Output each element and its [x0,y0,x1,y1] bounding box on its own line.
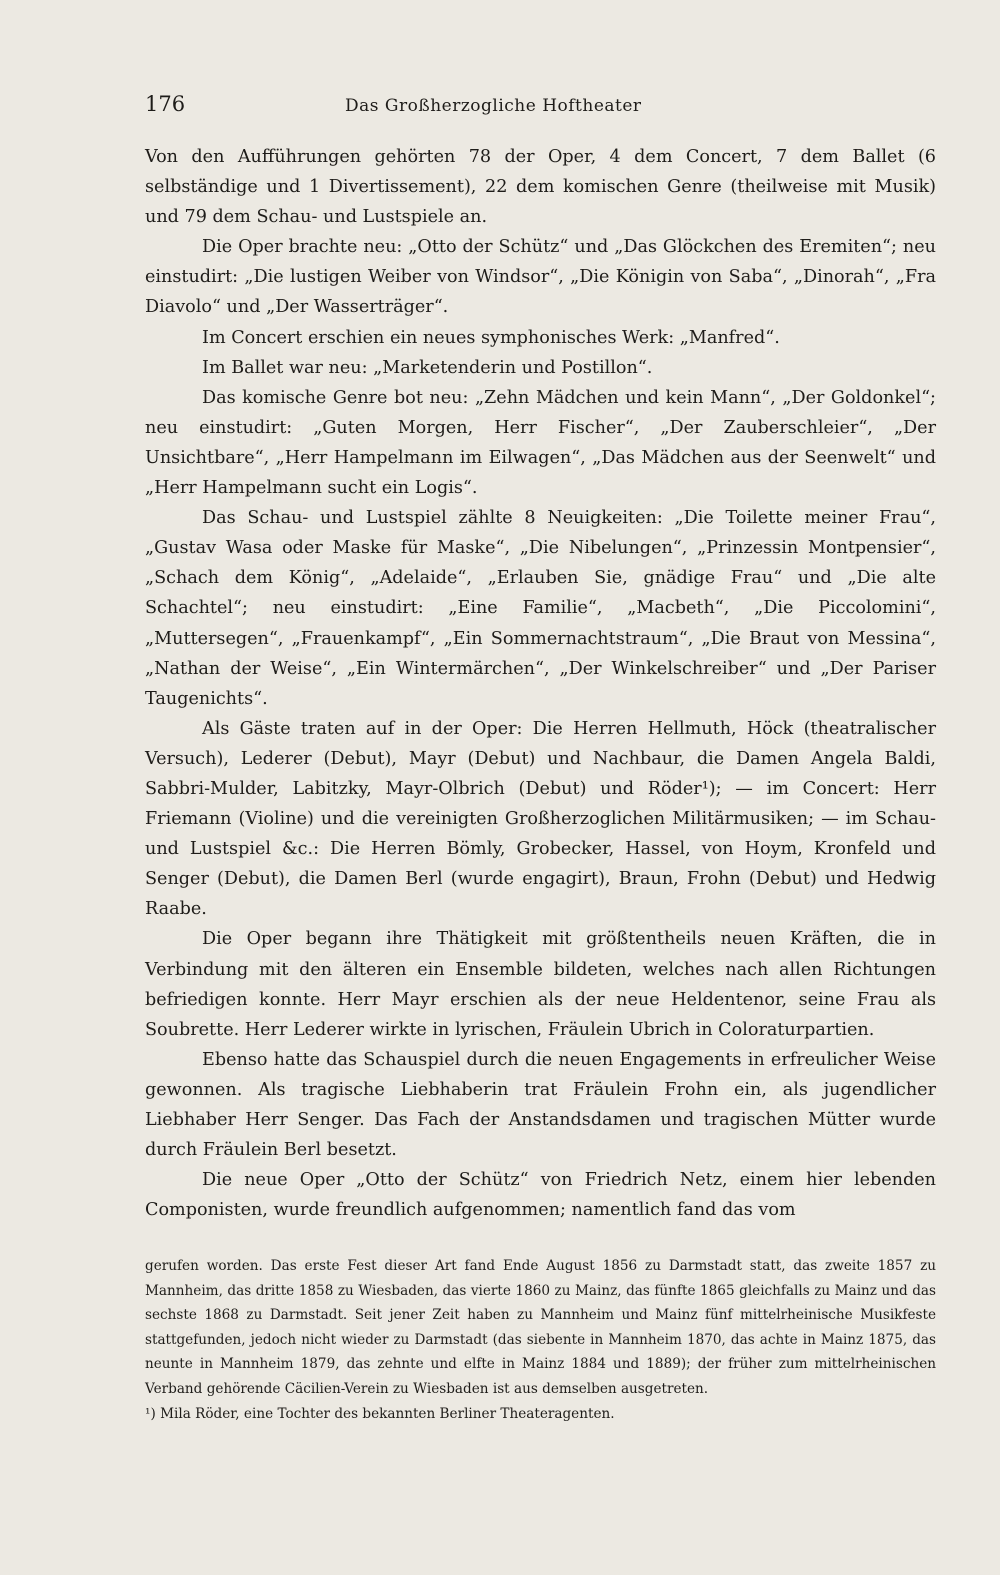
paragraph-ballet: Im Ballet war neu: „Marketenderin und Postillon“. [202,357,653,378]
footnote-continuation: gerufen worden. Das erste Fest dieser Art fand Ende August 1856 zu Darmstadt statt, das zweite 1857 zu Mannheim, das dritte 1858 zu Wiesbaden, das vierte 1860 zu Mainz, das fünfte 1865 gleichfalls zu Mainz und das sechste 1868 zu Darmstadt. Seit jener Zeit haben zu Mannheim und Mainz fünf mittelrheinische Musikfeste stattgefunden, jedoch nicht wieder zu Darmstadt (das siebente in Mannheim 1870, das achte in Mainz 1875, das neunte in Mannheim 1879, das zehnte und elfte in Mainz 1884 und 1889); der früher zum mittelrheinischen Verband gehörende Cäcilien-Verein zu Wiesbaden ist aus demselben ausgetreten. [145,1258,936,1397]
paragraph-opera: Die Oper brachte neu: „Otto der Schütz“ und „Das Glöckchen des Eremiten“; neu einstudirt: „Die lustigen Weiber von Windsor“, „Die Königin von Saba“, „Dinorah“, „Fra Diavolo“ und „Der Wasserträger“. [145,237,936,318]
paragraph-comic-genre: Das komische Genre bot neu: „Zehn Mädchen und kein Mann“, „Der Goldonkel“; neu einstudirt: „Guten Morgen, Herr Fischer“, „Der Zauberschleier“, „Der Unsichtbare“, „Herr Hampelmann im Eilwagen“, „Das Mädchen aus der Seenwelt“ und „Herr Hampelmann sucht ein Logis“. [145,387,936,499]
paragraph-guests: Als Gäste traten auf in der Oper: Die Herren Hellmuth, Höck (theatralischer Versuch), Lederer (Debut), Mayr (Debut) und Nachbaur, die Damen Angela Baldi, Sabbri-Mulder, Labitzky, Mayr-Olbrich (Debut) und Röder¹); — im Concert: Herr Friemann (Violine) und die vereinigten Großherzoglichen Militärmusiken; — im Schau- und Lustspiel &c.: Die Herren Bömly, Grobecker, Hassel, von Hoym, Kronfeld und Senger (Debut), die Damen Berl (wurde engagirt), Braun, Frohn (Debut) und Hedwig Raabe. [145,718,936,920]
paragraph-new-opera: Die neue Oper „Otto der Schütz“ von Friedrich Netz, einem hier lebenden Componisten, wurde freundlich aufgenommen; namentlich fand das vom [145,1170,936,1221]
page-number: 176 [145,92,186,116]
paragraph-performances: Von den Aufführungen gehörten 78 der Oper, 4 dem Concert, 7 dem Ballet (6 selbständige und 1 Divertissement), 22 dem komischen Genre (theilweise mit Musik) und 79 dem Schau- und Lustspiele an. [145,147,936,228]
paragraph-drama: Das Schau- und Lustspiel zählte 8 Neuigkeiten: „Die Toilette meiner Frau“, „Gustav Wasa oder Maske für Maske“, „Die Nibelungen“, „Prinzessin Montpensier“, „Schach dem König“, „Adelaide“, „Erlauben Sie, gnädige Frau“ und „Die alte Schachtel“; neu einstudirt: „Eine Familie“, „Macbeth“, „Die Piccolomini“, „Muttersegen“, „Frauenkampf“, „Ein Sommernachtstraum“, „Die Braut von Messina“, „Nathan der Weise“, „Ein Wintermärchen“, „Der Winkelschreiber“ und „Der Pariser Taugenichts“. [145,508,936,709]
body-text [145,142,936,1225]
footnote-1: ¹) Mila Röder, eine Tochter des bekannten Berliner Theateragenten. [145,1405,615,1422]
paragraph-opera-ensemble: Die Oper begann ihre Thätigkeit mit größtentheils neuen Kräften, die in Verbindung mit den älteren ein Ensemble bildeten, welches nach allen Richtungen befriedigen konnte. Herr Mayr erschien als der neue Heldentenor, seine Frau als Soubrette. Herr Lederer wirkte in lyrischen, Fräulein Ubrich in Coloraturpartien. [145,929,936,1040]
footnotes [145,1254,936,1426]
page-header [145,92,936,128]
paragraph-drama-engagements: Ebenso hatte das Schauspiel durch die neuen Engagements in erfreulicher Weise gewonnen. Als tragische Liebhaberin trat Fräulein Frohn ein, als jugendlicher Liebhaber Herr Senger. Das Fach der Anstandsdamen und tragischen Mütter wurde durch Fräulein Berl besetzt. [145,1049,936,1161]
paragraph-concert: Im Concert erschien ein neues symphonisches Werk: „Manfred“. [202,327,780,348]
running-title: Das Großherzogliche Hoftheater [345,96,642,116]
